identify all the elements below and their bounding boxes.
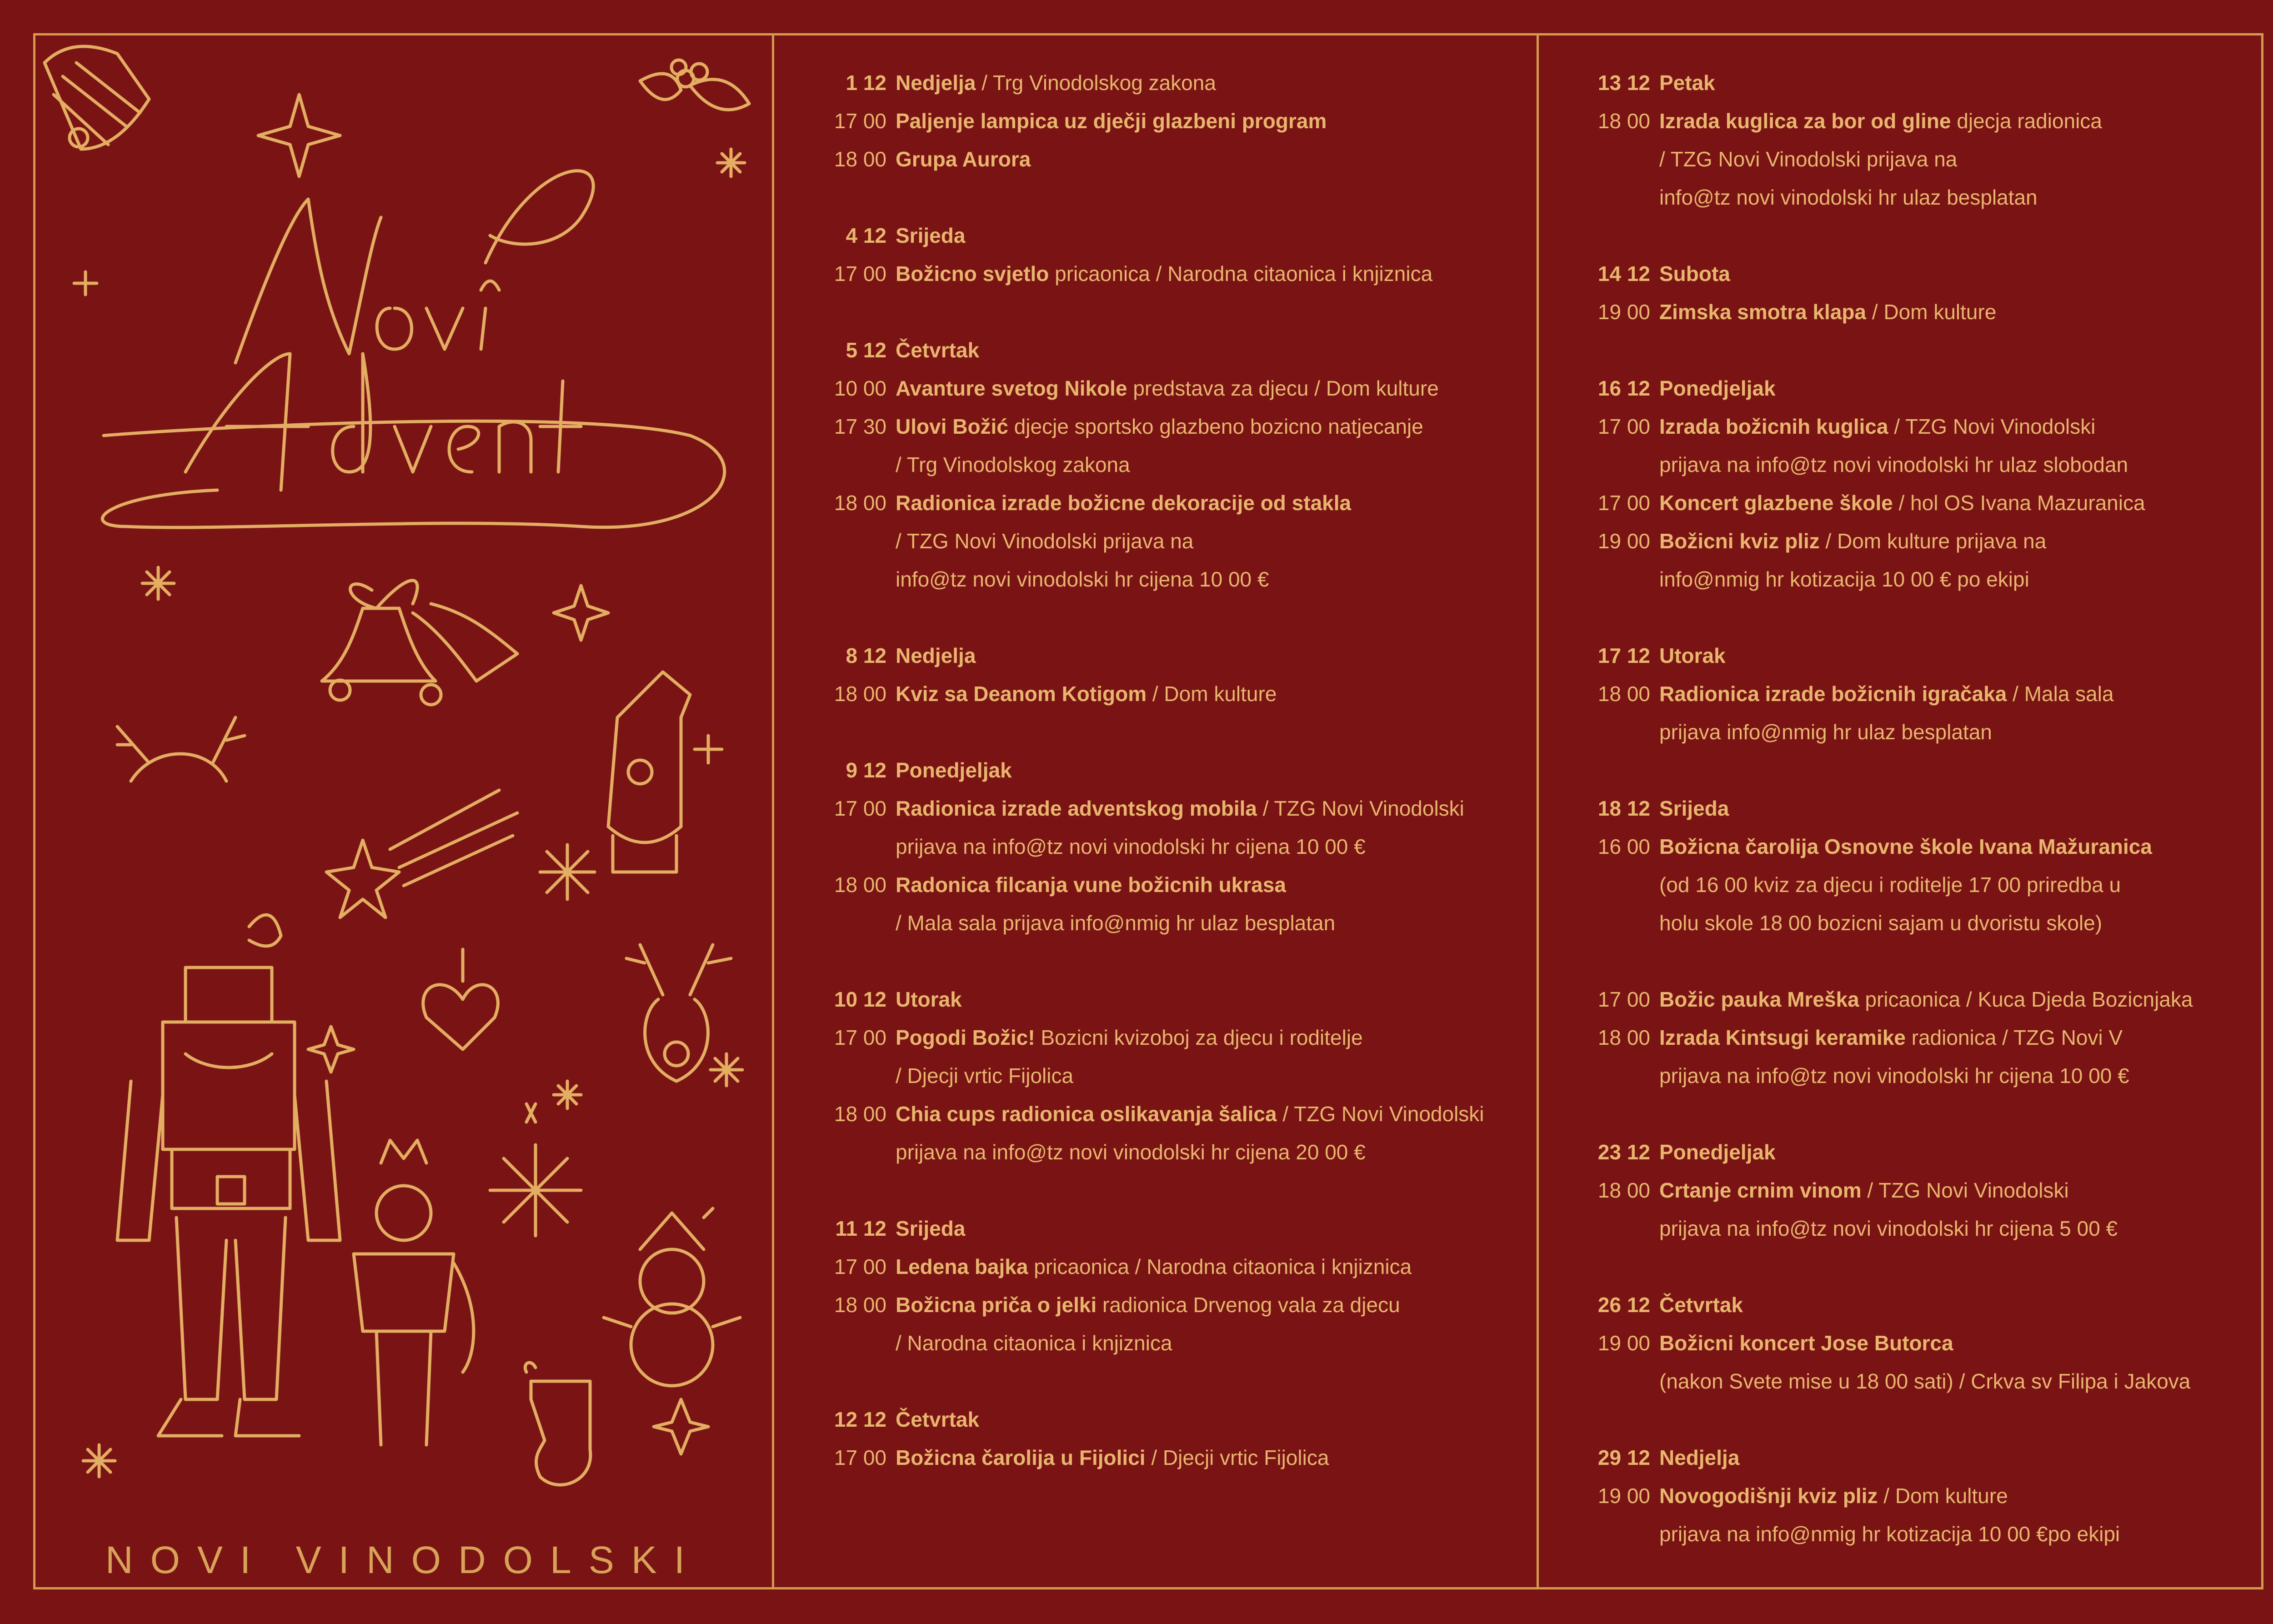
event-description — [1659, 980, 2193, 1018]
day-name: Srijeda — [1659, 797, 1729, 820]
event-detail: prijava na info@tz novi vinodolski hr cijena 10 00 € — [1659, 1064, 2129, 1088]
event-detail: / Narodna citaonica i knjiznica — [896, 1331, 1172, 1355]
event-time: 18 00 — [834, 147, 886, 171]
event-title: Radionica izrade božicnih igračaka — [1659, 682, 2007, 706]
event-time: 19 00 — [1597, 1484, 1650, 1508]
event-title: Izrada božicnih kuglica — [1659, 415, 1888, 438]
day-date: 16 12 — [1597, 376, 1650, 400]
day-name: Petak — [1659, 71, 1715, 95]
event-description — [896, 522, 1193, 560]
event-title: Nedjelja — [896, 71, 976, 95]
event-detail: / TZG Novi Vinodolski — [1257, 797, 1464, 820]
event-title: Grupa Aurora — [896, 147, 1031, 171]
event-title: Ledena bajka — [896, 1255, 1028, 1278]
location-title: NOVI VINODOLSKI — [105, 1539, 702, 1581]
day-name: Nedjelja — [1659, 1446, 1740, 1469]
event-detail: / Dom kulture — [1147, 682, 1277, 706]
event-description — [1659, 1477, 2008, 1515]
day-date: 13 12 — [1597, 71, 1650, 95]
event-title: Koncert glazbene škole — [1659, 491, 1893, 515]
event-time: 18 00 — [1597, 1178, 1650, 1202]
illustration-panel — [35, 35, 772, 1587]
event-detail: djecja radionica — [1951, 109, 2102, 133]
event-description — [896, 446, 1130, 484]
event-title: Radionica izrade adventskog mobila — [896, 797, 1257, 820]
event-time: 19 00 — [1597, 1331, 1650, 1355]
column-divider — [772, 33, 774, 1589]
bells-icon — [322, 581, 517, 705]
day-date: 5 12 — [846, 338, 886, 362]
event-detail: (nakon Svete mise u 18 00 sati) / Crkva sv Filipa i Jakova — [1659, 1369, 2191, 1393]
event-description — [896, 1248, 1412, 1286]
event-detail: / Mala sala — [2007, 682, 2114, 706]
event-description — [896, 1133, 1366, 1171]
stocking-icon — [525, 1363, 591, 1485]
headband-icon — [117, 717, 245, 781]
day-date: 10 12 — [834, 987, 886, 1011]
event-description — [896, 560, 1269, 598]
event-description — [896, 64, 1216, 102]
day-date: 29 12 — [1597, 1446, 1650, 1469]
day-name: Subota — [1659, 262, 1730, 286]
snowflake-icon — [540, 845, 595, 899]
event-time: 17 00 — [834, 1446, 886, 1469]
event-title: Avanture svetog Nikole — [896, 376, 1127, 400]
event-title: Božicna priča o jelki — [896, 1293, 1097, 1317]
event-title: Ulovi Božić — [896, 415, 1008, 438]
event-description — [896, 102, 1327, 140]
event-time: 19 00 — [1597, 529, 1650, 553]
event-description — [896, 827, 1366, 866]
event-description — [1659, 446, 2128, 484]
event-time: 17 00 — [1597, 491, 1650, 515]
event-detail: / Djecji vrtic Fijolica — [896, 1064, 1074, 1088]
event-time: 16 00 — [1597, 835, 1650, 858]
event-description — [1659, 713, 1992, 751]
event-detail: predstava za djecu / Dom kulture — [1127, 376, 1439, 400]
event-time: 18 00 — [834, 682, 886, 706]
event-detail: info@tz novi vinodolski hr cijena 10 00 € — [896, 567, 1269, 591]
event-detail: holu skole 18 00 bozicni sajam u dvoristu skole) — [1659, 911, 2103, 935]
illustration-art — [35, 35, 772, 1587]
event-detail: info@nmig hr kotizacija 10 00 € po ekipi — [1659, 567, 2029, 591]
event-title: Božicni koncert Jose Butorca — [1659, 1331, 1953, 1355]
day-name: Ponedjeljak — [1659, 1140, 1776, 1164]
column-divider — [1537, 33, 1539, 1589]
day-name: Srijeda — [896, 224, 966, 247]
event-title: Božicna čarolija u Fijolici — [896, 1446, 1146, 1469]
event-detail: prijava na info@nmig hr kotizacija 10 00 €po ekipi — [1659, 1522, 2120, 1546]
event-description — [896, 904, 1335, 942]
event-detail: / TZG Novi Vinodolski — [1277, 1102, 1484, 1126]
event-time: 10 00 — [834, 376, 886, 400]
event-detail: / TZG Novi Vinodolski — [1861, 1178, 2069, 1202]
event-detail: prijava info@nmig hr ulaz besplatan — [1659, 720, 1992, 744]
event-time: 18 00 — [834, 873, 886, 897]
day-date: 8 12 — [846, 644, 886, 667]
event-title: Božicna čarolija Osnovne škole Ivana Mažuranica — [1659, 835, 2152, 858]
event-description — [1659, 560, 2029, 598]
day-name: Četvrtak — [896, 338, 980, 362]
event-detail: info@tz novi vinodolski hr ulaz besplatan — [1659, 185, 2038, 209]
event-detail: pricaonica / Narodna citaonica i knjiznica — [1028, 1255, 1412, 1278]
day-date: 14 12 — [1597, 262, 1650, 286]
event-time: 17 00 — [834, 109, 886, 133]
event-detail: / Djecji vrtic Fijolica — [1145, 1446, 1329, 1469]
day-date: 4 12 — [846, 224, 886, 247]
event-time: 18 00 — [1597, 682, 1650, 706]
day-date: 1 12 — [846, 71, 886, 95]
day-date: 18 12 — [1597, 797, 1650, 820]
day-name: Srijeda — [896, 1217, 966, 1240]
event-description — [896, 1018, 1363, 1057]
event-detail: / TZG Novi Vinodolski prijava na — [1659, 147, 1958, 171]
event-detail: / Trg Vinodolskog zakona — [896, 453, 1130, 476]
day-name: Četvrtak — [1659, 1293, 1743, 1317]
event-detail: / TZG Novi Vinodolski prijava na — [896, 529, 1194, 553]
event-detail: prijava na info@tz novi vinodolski hr cijena 20 00 € — [896, 1140, 1366, 1164]
event-title: Božicno svjetlo — [896, 262, 1049, 286]
event-description — [896, 407, 1423, 446]
holly-icon — [640, 60, 749, 110]
event-detail: / TZG Novi Vinodolski — [1888, 415, 2096, 438]
event-description — [896, 866, 1286, 904]
day-date: 9 12 — [846, 758, 886, 782]
heart-ornament-icon — [423, 949, 498, 1049]
event-title: Crtanje crnim vinom — [1659, 1178, 1862, 1202]
event-description — [1659, 1018, 2123, 1057]
event-description — [1659, 1209, 2118, 1248]
snowman-icon — [604, 1208, 740, 1386]
day-name: Nedjelja — [896, 644, 976, 667]
event-description — [1659, 866, 2121, 904]
event-description — [1659, 1057, 2129, 1095]
event-description — [896, 1439, 1329, 1477]
nutcracker-icon — [117, 915, 340, 1436]
event-description — [896, 369, 1439, 407]
event-description — [896, 675, 1277, 713]
event-time: 18 00 — [834, 1293, 886, 1317]
event-time: 18 00 — [834, 1102, 886, 1126]
event-description — [1659, 178, 2038, 216]
event-time: 18 00 — [1597, 109, 1650, 133]
ornament-icon — [45, 46, 149, 149]
event-description — [1659, 140, 1957, 178]
event-description — [1659, 522, 2046, 560]
event-title: Radonica filcanja vune božicnih ukrasa — [896, 873, 1286, 897]
mouse-king-icon — [354, 1140, 474, 1445]
day-name: Četvrtak — [896, 1408, 980, 1431]
event-description — [896, 484, 1351, 522]
event-time: 18 00 — [1597, 1026, 1650, 1049]
event-time: 17 00 — [1597, 415, 1650, 438]
event-title: Radionica izrade božicne dekoracije od stakla — [896, 491, 1352, 515]
event-description — [896, 1057, 1073, 1095]
event-description — [1659, 1362, 2190, 1400]
day-name: Utorak — [896, 987, 962, 1011]
event-detail: pricaonica / Kuca Djeda Bozicnjaka — [1859, 987, 2193, 1011]
event-description — [896, 255, 1432, 293]
event-detail: / Mala sala prijava info@nmig hr ulaz besplatan — [896, 911, 1336, 935]
event-detail: / Dom kulture — [1877, 1484, 2008, 1508]
event-detail: / Dom kulture prijava na — [1819, 529, 2047, 553]
day-date: 26 12 — [1597, 1293, 1650, 1317]
event-description — [1659, 1515, 2120, 1553]
event-detail: / Trg Vinodolskog zakona — [976, 71, 1216, 95]
gnome-icon — [608, 672, 690, 872]
event-title: Novogodišnji kviz pliz — [1659, 1484, 1878, 1508]
event-title: Izrada Kintsugi keramike — [1659, 1026, 1906, 1049]
event-description — [1659, 1171, 2069, 1209]
event-detail: prijava na info@tz novi vinodolski hr cijena 10 00 € — [896, 835, 1366, 858]
event-description — [896, 1286, 1400, 1324]
event-detail: prijava na info@tz novi vinodolski hr ulaz slobodan — [1659, 453, 2128, 476]
event-description — [1659, 904, 2102, 942]
event-time: 17 00 — [1597, 987, 1650, 1011]
event-time: 17 30 — [834, 415, 886, 438]
event-detail: Bozicni kvizoboj za djecu i roditelje — [1035, 1026, 1363, 1049]
day-name: Ponedjeljak — [1659, 376, 1776, 400]
event-description — [1659, 675, 2114, 713]
day-date: 11 12 — [835, 1217, 886, 1240]
event-time: 19 00 — [1597, 300, 1650, 324]
event-detail: / Dom kulture — [1866, 300, 1997, 324]
event-title: Pogodi Božic! — [896, 1026, 1035, 1049]
event-title: Kviz sa Deanom Kotigom — [896, 682, 1147, 706]
event-time: 17 00 — [834, 1026, 886, 1049]
day-name: Ponedjeljak — [896, 758, 1012, 782]
event-title: Chia cups radionica oslikavanja šalica — [896, 1102, 1277, 1126]
event-detail: (od 16 00 kviz za djecu i roditelje 17 00 priredba u — [1659, 873, 2121, 897]
event-title: Božicni kviz pliz — [1659, 529, 1820, 553]
event-description — [1659, 1324, 1953, 1362]
event-detail: radionica Drvenog vala za djecu — [1096, 1293, 1400, 1317]
event-title: Božic pauka Mreška — [1659, 987, 1859, 1011]
day-date: 17 12 — [1597, 644, 1650, 667]
event-description — [896, 140, 1031, 178]
event-time: 17 00 — [834, 1255, 886, 1278]
shooting-star-icon — [326, 790, 517, 917]
event-detail: radionica / TZG Novi V — [1905, 1026, 2123, 1049]
event-detail: / hol OS Ivana Mazuranica — [1892, 491, 2145, 515]
event-title: Paljenje lampica uz dječji glazbeni program — [896, 109, 1327, 133]
event-description — [1659, 484, 2145, 522]
event-detail: pricaonica / Narodna citaonica i knjiznica — [1049, 262, 1433, 286]
event-title: Zimska smotra klapa — [1659, 300, 1867, 324]
event-time: 17 00 — [834, 262, 886, 286]
event-description — [1659, 102, 2102, 140]
event-time: 17 00 — [834, 797, 886, 820]
day-name: Utorak — [1659, 644, 1726, 667]
event-description — [896, 1324, 1172, 1362]
event-description — [896, 789, 1464, 827]
event-description — [1659, 407, 2095, 446]
event-title: Izrada kuglica za bor od gline — [1659, 109, 1951, 133]
event-description — [896, 1095, 1484, 1133]
event-description — [1659, 293, 1996, 331]
day-date: 12 12 — [834, 1408, 886, 1431]
event-description — [1659, 827, 2152, 866]
day-date: 23 12 — [1597, 1140, 1650, 1164]
event-time: 18 00 — [834, 491, 886, 515]
event-detail: prijava na info@tz novi vinodolski hr cijena 5 00 € — [1659, 1217, 2118, 1240]
novi-advent-lettering — [102, 171, 724, 527]
event-detail: djecje sportsko glazbeno bozicno natjecanje — [1008, 415, 1423, 438]
